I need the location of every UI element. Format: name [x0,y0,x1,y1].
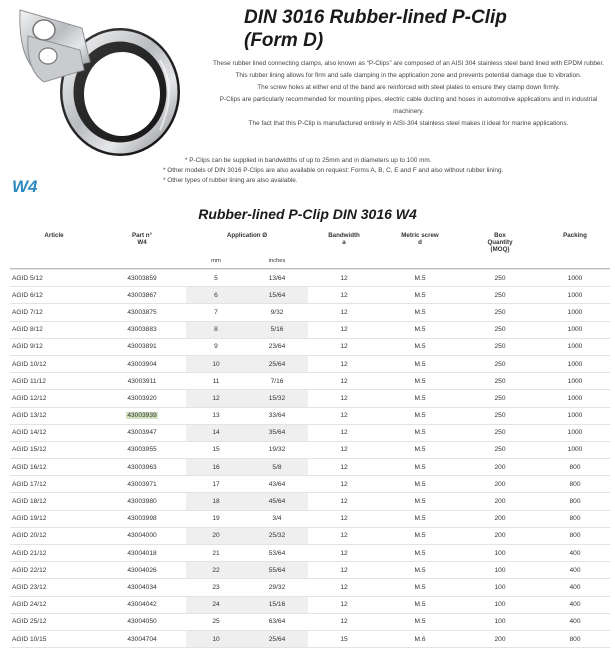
cell-mm: 19 [186,510,246,527]
description-paragraph: The fact that this P-Clip is manufactured entirely in AISI-304 stainless steel makes it ideal for marine applications. [248,120,569,127]
header-box-quantity [460,230,540,254]
cell-part-no: 43003971 [98,476,186,493]
cell-bandwidth: 12 [308,321,380,338]
cell-box-quantity: 100 [460,613,540,630]
cell-packing: 1000 [540,390,610,407]
cell-mm: 25 [186,613,246,630]
table-row [10,510,610,527]
title-line-2: (Form D) [244,30,324,51]
cell-article: AGID 5/12 [10,270,98,287]
cell-bandwidth: 12 [308,304,380,321]
cell-box-quantity: 250 [460,373,540,390]
cell-box-quantity: 200 [460,510,540,527]
cell-box-quantity: 100 [460,545,540,562]
cell-part-no: 43004000 [98,527,186,544]
cell-mm: 16 [186,459,246,476]
header-application: Application Ø [226,232,268,239]
cell-bandwidth: 12 [308,527,380,544]
cell-box-quantity: 250 [460,441,540,458]
table-row [10,424,610,441]
cell-mm: 22 [186,562,246,579]
header-bandwidth [308,230,380,254]
cell-metric-screw: M.5 [380,287,460,304]
table-row [10,527,610,544]
description-paragraph: The screw holes at either end of the band are reinforced with steel plates to ensure they clamp down firmly. [257,84,560,91]
cell-packing: 400 [540,613,610,630]
cell-packing: 800 [540,510,610,527]
cell-box-quantity: 250 [460,407,540,424]
cell-box-quantity: 250 [460,424,540,441]
product-description [212,58,605,130]
header-metric-line1: Metric screw [401,232,439,239]
cell-part-no: 43003947 [98,424,186,441]
cell-bandwidth: 12 [308,373,380,390]
cell-metric-screw: M.5 [380,304,460,321]
cell-metric-screw: M.5 [380,459,460,476]
cell-metric-screw: M.5 [380,476,460,493]
cell-part-no: 43003875 [98,304,186,321]
cell-metric-screw: M.5 [380,579,460,596]
cell-inches: 15/32 [246,390,308,407]
cell-mm: 5 [186,270,246,287]
cell-packing: 800 [540,630,610,647]
cell-mm: 14 [186,424,246,441]
cell-packing: 800 [540,459,610,476]
cell-bandwidth: 12 [308,270,380,287]
header-box-line1: Box [494,232,506,239]
cell-bandwidth: 12 [308,476,380,493]
cell-box-quantity: 250 [460,304,540,321]
header-part-no-line1: Part n° [131,232,152,239]
cell-part-no: 43003998 [98,510,186,527]
cell-inches: 25/64 [246,630,308,647]
cell-part-no [98,407,186,424]
cell-metric-screw: M.5 [380,390,460,407]
cell-article: AGID 19/12 [10,510,98,527]
cell-part-no: 43003911 [98,373,186,390]
cell-packing: 800 [540,527,610,544]
cell-article: AGID 11/12 [10,373,98,390]
header-bandwidth-line2: a [342,239,346,246]
table-row [10,338,610,355]
cell-box-quantity: 200 [460,459,540,476]
cell-metric-screw: M.5 [380,493,460,510]
header-packing: Packing [563,232,587,239]
cell-mm: 18 [186,493,246,510]
cell-mm: 7 [186,304,246,321]
p-clip-product-image [0,0,190,175]
cell-packing: 1000 [540,321,610,338]
cell-bandwidth: 12 [308,613,380,630]
table-row [10,407,610,424]
cell-packing: 800 [540,493,610,510]
cell-bandwidth: 12 [308,459,380,476]
product-notes [163,156,603,186]
cell-part-no: 43003904 [98,355,186,372]
cell-inches: 43/64 [246,476,308,493]
table-row [10,545,610,562]
cell-metric-screw: M.5 [380,270,460,287]
table-row [10,630,610,647]
cell-mm: 13 [186,407,246,424]
cell-box-quantity: 200 [460,527,540,544]
cell-metric-screw: M.5 [380,613,460,630]
table-row [10,390,610,407]
cell-box-quantity: 100 [460,596,540,613]
cell-metric-screw: M.5 [380,562,460,579]
cell-article: AGID 21/12 [10,545,98,562]
cell-box-quantity: 250 [460,287,540,304]
note: * Other models of DIN 3016 P-Clips are also available on request: Forms A, B, C, E and F and also without rubber lining. [163,167,504,174]
cell-bandwidth: 15 [308,630,380,647]
cell-bandwidth: 12 [308,441,380,458]
cell-part-no: 43003859 [98,270,186,287]
cell-mm: 17 [186,476,246,493]
cell-article: AGID 13/12 [10,407,98,424]
table-row [10,562,610,579]
cell-mm: 9 [186,338,246,355]
cell-article: AGID 17/12 [10,476,98,493]
cell-inches: 25/32 [246,527,308,544]
cell-bandwidth: 12 [308,596,380,613]
cell-inches: 15/64 [246,287,308,304]
cell-bandwidth: 12 [308,390,380,407]
description-paragraph: P-Clips are particularly recommended for mounting pipes, electric cable ducting and hoses in automotive applications and in industrial machinery. [219,96,598,115]
description-paragraph: These rubber lined connecting clamps, also known as “P-Clips” are composed of an AISI 304 stainless steel band lined with EPDM rubber. This rubber lining allows for firm and safe clamping in the application zone and prevents potential damage due to vibration. [212,60,605,79]
cell-article: AGID 20/12 [10,527,98,544]
cell-box-quantity: 100 [460,562,540,579]
cell-part-no: 43004704 [98,630,186,647]
cell-mm: 21 [186,545,246,562]
spec-table [10,230,610,648]
cell-inches: 45/64 [246,493,308,510]
cell-article: AGID 10/12 [10,355,98,372]
note: * P-Clips can be supplied in bandwidths of up to 25mm and in diameters up to 100 mm. [185,157,432,164]
cell-inches: 7/16 [246,373,308,390]
cell-packing: 800 [540,476,610,493]
cell-packing: 1000 [540,304,610,321]
cell-part-no: 43004018 [98,545,186,562]
cell-inches: 19/32 [246,441,308,458]
header-box-line2: Quantity [487,239,513,246]
cell-inches: 25/64 [246,355,308,372]
cell-part-no: 43004034 [98,579,186,596]
cell-article: AGID 18/12 [10,493,98,510]
cell-inches: 9/32 [246,304,308,321]
cell-box-quantity: 250 [460,338,540,355]
table-row [10,596,610,613]
cell-packing: 1000 [540,338,610,355]
cell-bandwidth: 12 [308,407,380,424]
cell-inches: 63/64 [246,613,308,630]
cell-inches: 3/4 [246,510,308,527]
cell-bandwidth: 12 [308,424,380,441]
table-row [10,304,610,321]
cell-mm: 12 [186,390,246,407]
cell-packing: 1000 [540,355,610,372]
cell-article: AGID 14/12 [10,424,98,441]
cell-packing: 1000 [540,287,610,304]
cell-packing: 400 [540,545,610,562]
table-row [10,441,610,458]
cell-article: AGID 25/12 [10,613,98,630]
cell-metric-screw: M.5 [380,355,460,372]
cell-inches: 13/64 [246,270,308,287]
cell-article: AGID 6/12 [10,287,98,304]
header-part-no-line2: W4 [137,239,147,246]
cell-metric-screw: M.5 [380,596,460,613]
table-row [10,476,610,493]
cell-bandwidth: 12 [308,579,380,596]
cell-inches: 5/8 [246,459,308,476]
cell-packing: 1000 [540,373,610,390]
cell-metric-screw: M.5 [380,545,460,562]
header-inches: inches [268,257,286,264]
cell-mm: 23 [186,579,246,596]
cell-part-no: 43004042 [98,596,186,613]
cell-article: AGID 12/12 [10,390,98,407]
header-part-no [98,230,186,254]
cell-part-no: 43003980 [98,493,186,510]
cell-box-quantity: 250 [460,390,540,407]
cell-article: AGID 22/12 [10,562,98,579]
cell-box-quantity: 250 [460,270,540,287]
cell-article: AGID 7/12 [10,304,98,321]
cell-article: AGID 16/12 [10,459,98,476]
header-article: Article [44,232,64,239]
header-bandwidth-line1: Bandwidth [328,232,360,239]
cell-box-quantity: 250 [460,355,540,372]
cell-inches: 33/64 [246,407,308,424]
cell-metric-screw: M.5 [380,424,460,441]
cell-mm: 6 [186,287,246,304]
product-label: W4 [12,177,38,196]
page-title [244,6,604,52]
header-metric-screw [380,230,460,254]
cell-part-no: 43004050 [98,613,186,630]
cell-mm: 10 [186,355,246,372]
cell-bandwidth: 12 [308,545,380,562]
cell-metric-screw: M.6 [380,630,460,647]
cell-bandwidth: 12 [308,338,380,355]
table-row [10,579,610,596]
cell-article: AGID 9/12 [10,338,98,355]
cell-packing: 1000 [540,270,610,287]
table-row [10,321,610,338]
cell-article: AGID 15/12 [10,441,98,458]
cell-packing: 400 [540,579,610,596]
cell-part-no: 43003955 [98,441,186,458]
cell-bandwidth: 12 [308,510,380,527]
cell-bandwidth: 12 [308,355,380,372]
cell-inches: 15/16 [246,596,308,613]
cell-mm: 8 [186,321,246,338]
cell-metric-screw: M.5 [380,510,460,527]
cell-mm: 11 [186,373,246,390]
cell-article: AGID 24/12 [10,596,98,613]
cell-box-quantity: 100 [460,579,540,596]
cell-article: AGID 10/15 [10,630,98,647]
cell-mm: 20 [186,527,246,544]
cell-metric-screw: M.5 [380,373,460,390]
spec-table-body [10,270,610,648]
cell-metric-screw: M.5 [380,441,460,458]
note: * Other types of rubber lining are also available. [163,177,298,184]
cell-metric-screw: M.5 [380,321,460,338]
cell-packing: 1000 [540,441,610,458]
cell-inches: 55/64 [246,562,308,579]
table-title: Rubber-lined P-Clip DIN 3016 W4 [198,206,417,222]
cell-metric-screw: M.5 [380,407,460,424]
header-box-line3: (MOQ) [490,246,510,253]
cell-mm: 10 [186,630,246,647]
table-row [10,613,610,630]
cell-metric-screw: M.5 [380,527,460,544]
table-row [10,373,610,390]
cell-inches: 53/64 [246,545,308,562]
cell-packing: 1000 [540,424,610,441]
highlighted-part-number: 43003939 [127,412,157,420]
cell-inches: 35/64 [246,424,308,441]
cell-bandwidth: 12 [308,493,380,510]
cell-packing: 400 [540,562,610,579]
table-row [10,355,610,372]
table-row [10,287,610,304]
cell-bandwidth: 12 [308,287,380,304]
header-metric-line2: d [418,239,422,246]
cell-part-no: 43004026 [98,562,186,579]
cell-article: AGID 23/12 [10,579,98,596]
table-row [10,270,610,287]
cell-mm: 15 [186,441,246,458]
cell-box-quantity: 200 [460,493,540,510]
cell-part-no: 43003891 [98,338,186,355]
cell-part-no: 43003963 [98,459,186,476]
cell-part-no: 43003920 [98,390,186,407]
header-mm: mm [211,257,221,264]
cell-article: AGID 8/12 [10,321,98,338]
spec-table-container [10,230,610,648]
cell-box-quantity: 200 [460,630,540,647]
cell-inches: 29/32 [246,579,308,596]
cell-box-quantity: 200 [460,476,540,493]
cell-packing: 400 [540,596,610,613]
cell-part-no: 43003883 [98,321,186,338]
cell-mm: 24 [186,596,246,613]
title-line-1: DIN 3016 Rubber-lined P-Clip [244,7,507,28]
cell-bandwidth: 12 [308,562,380,579]
cell-box-quantity: 250 [460,321,540,338]
cell-metric-screw: M.5 [380,338,460,355]
cell-packing: 1000 [540,407,610,424]
cell-inches: 23/64 [246,338,308,355]
cell-inches: 5/16 [246,321,308,338]
table-row [10,493,610,510]
cell-part-no: 43003867 [98,287,186,304]
table-row [10,459,610,476]
